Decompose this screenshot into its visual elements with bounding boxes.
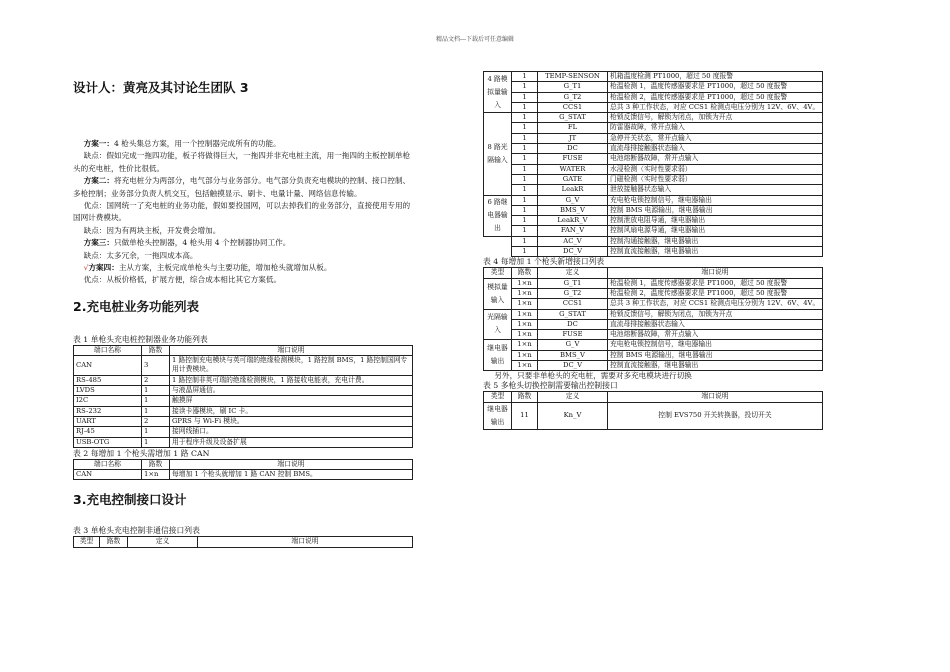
table-2-header: 端口说明 (170, 459, 413, 469)
table-row: 1 FAN_V 控制风扇电源导通，继电器输出 (484, 226, 823, 236)
table-row: 1 FL 防雷器故障，常开点输入 (484, 123, 823, 133)
table-row: 1×n BMS_V 控制 BMS 电源输出，继电器输出 (484, 350, 823, 360)
table-3-caption: 表 3 单枪头充电控制非通信接口列表 (73, 526, 200, 536)
table-2-header: 路数 (142, 459, 170, 469)
table-3-header: 定义 (128, 537, 198, 547)
table-row: 继电器输出 1×n G_V 充电枪电锁控制信号，继电器输出 (484, 340, 823, 350)
table-4-caption: 表 4 每增加 1 个枪头新增接口列表 (483, 257, 605, 267)
table-row: 1×n DC 直流母排接触器状态输入 (484, 319, 823, 329)
table-row: 模拟量输入 1×n G_T1 枪温检测 1，温度传感器要求是 PT1000，超过 50 度报警 (484, 278, 823, 288)
table-row: 1 G_T1 枪温检测 1，温度传感器要求是 PT1000，超过 50 度报警 (484, 82, 823, 92)
table-5-header: 路数 (512, 392, 538, 402)
plan-4: √方案四：主从方案，主板完成单枪头与主要功能，增加枪头就增加从板。 (83, 263, 332, 273)
group-label: 模拟量输入 (484, 278, 512, 309)
table-5-header: 类型 (484, 392, 512, 402)
table-row: 1 DC_V 控制直流接触器，继电器输出 (484, 247, 823, 257)
table-5-header: 端口说明 (608, 392, 823, 402)
table-row: 1 G_T2 枪温检测 2，温度传感器要求是 PT1000，超过 50 度报警 (484, 92, 823, 102)
table-row: 6 路继电器输出 1 G_V 充电枪电锁控制信号，继电器输出 (484, 195, 823, 205)
table-row: 1 AC_V 控制沟通接触器，继电器输出 (484, 236, 823, 246)
table-5-header: 定义 (538, 392, 608, 402)
table-row: 1×n DC_V 控制直流接触器，继电器输出 (484, 361, 823, 371)
plan-2: 方案二：将充电桩分为两部分，电气部分与业务部分。电气部分负责充电模块的控制、接口控制、多枪控制；业务部分负责人机交互，包括触摸显示、刷卡、电量计量、网络信息传输。 (73, 176, 411, 198)
page-header: 精品文档---下载后可任意编辑 (435, 36, 515, 43)
table-5-caption: 表 5 多枪头切换控制需要输出控制接口 (483, 381, 618, 391)
designer-heading: 设计人：黄亮及其讨论生团队 3 (73, 80, 249, 95)
table-row: I2C 1 触摸屏 (74, 396, 413, 406)
group-label: 光隔输入 (484, 309, 512, 340)
table-3-header-row (73, 536, 413, 547)
table-row: 1×n G_T2 枪温检测 2，温度传感器要求是 PT1000，超过 50 度报警 (484, 288, 823, 298)
table-2-header: 端口名称 (74, 459, 142, 469)
group-label: 6 路继电器输出 (484, 195, 512, 236)
table-4-header: 端口说明 (608, 268, 823, 278)
table-4-header: 类型 (484, 268, 512, 278)
left-column (73, 76, 413, 548)
table-3-header: 类型 (74, 537, 100, 547)
plan-1: 方案一：4 枪头集总方案，用一个控制器完成所有的功能。 (83, 139, 281, 148)
table-row: 1 GATE 门磁检测（实时性要求弱） (484, 174, 823, 184)
note-text: 另外，只要非单枪头的充电桩，需要对多充电模块进行切换 (494, 371, 692, 381)
plans-section (73, 138, 413, 287)
table-row: CAN 3 1 路控制充电模块与英可瑞的绝缘检测模块，1 路控制 BMS，1 路控制国网专用计费模块。 (74, 356, 413, 376)
table-4 (483, 267, 823, 371)
table-row: 1×n CCS1 总共 3 种工作状态，对应 CCS1 检测点电压分别为 12V、6V、4V。 (484, 299, 823, 309)
table-row: 1 WATER 水浸检测（实时性要求弱） (484, 164, 823, 174)
table-2 (73, 459, 413, 481)
table-row: 1 FUSE 电池熔断器故障，常开点输入 (484, 154, 823, 164)
table-row: 1 DC 直流母排接触器状态输入 (484, 144, 823, 154)
table-1-header: 路数 (142, 345, 170, 355)
table-1 (73, 345, 413, 448)
table-3-continued (483, 71, 823, 257)
group-label: 4 路模拟量输入 (484, 72, 512, 113)
table-row: 1 BMS_V 控制 BMS 电源输出，继电器输出 (484, 205, 823, 215)
table-1-caption: 表 1 单枪头充电桩控制器业务功能列表 (73, 334, 208, 344)
table-row: CAN 1×n 每增加 1 个枪头就增加 1 路 CAN 控制 BMS。 (74, 470, 413, 480)
table-4-header: 定义 (538, 268, 608, 278)
plan-2-cons: 缺点：因为有两块主板，开发费会增加。 (83, 225, 221, 235)
table-3-header: 路数 (100, 537, 128, 547)
table-row: 光隔输入 1×n G_STAT 枪锁反馈信号，解锁为闭点，加锁为开点 (484, 309, 823, 319)
table-row: UART 2 GPRS 与 Wi-Fi 模块。 (74, 416, 413, 426)
right-column (483, 71, 823, 430)
group-label: 继电器输出 (484, 340, 512, 371)
table-row: RJ-45 1 接网线插口。 (74, 427, 413, 437)
table-row: 4 路模拟量输入 1 TEMP-SENSON 机箱温度检测 PT1000，超过 50 度报警 (484, 72, 823, 82)
plan-3: 方案三：只做单枪头控制器，4 枪头用 4 个控制器协同工作。 (83, 238, 291, 248)
table-row: 1×n FUSE 电池熔断器故障，常开点输入 (484, 330, 823, 340)
checkmark-icon: √ (83, 263, 89, 273)
table-row: 1 JT 急停开关状态，常开点输入 (484, 133, 823, 143)
table-row: 8 路光隔输入 1 G_STAT 枪锁反馈信号，解锁为闭点，加锁为开点 (484, 113, 823, 123)
table-row: RS-232 1 接读卡器模块，刷 IC 卡。 (74, 406, 413, 416)
table-3-header: 端口说明 (198, 537, 413, 547)
table-row: LVDS 1 与液晶屏通信。 (74, 386, 413, 396)
table-2-caption: 表 2 每增加 1 个枪头需增加 1 路 CAN (73, 448, 210, 458)
plan-2-pros: 优点：国网统一了充电桩的业务功能，假如要投国网，可以去掉我们的业务部分，直接使用专用的国网计费模块。 (73, 201, 411, 223)
table-row: 1 LeakR 泄放接触器状态输入 (484, 185, 823, 195)
plan-1-cons: 缺点：假如完成一拖四功能，板子将做得巨大，一拖四并非充电桩主流，用一拖四的主板控制单枪头的充电桩，性价比很低。 (73, 151, 411, 173)
table-row: 继电器输出 11 Kn_V 控制 EVS750 开关转换器，投切开关 (484, 402, 823, 429)
table-4-header: 路数 (512, 268, 538, 278)
section-3-title: 3.充电控制接口设计 (73, 492, 187, 508)
table-row: 1 LeakR_V 控制泄放电阻导通，继电器输出 (484, 216, 823, 226)
table-1-header: 端口说明 (170, 345, 413, 355)
table-5 (483, 391, 823, 429)
plan-4-pros: 优点：从板价格低，扩展方便，综合成本相比其它方案低。 (83, 275, 282, 285)
section-2-title: 2.充电桩业务功能列表 (73, 298, 199, 314)
plan-3-cons: 缺点：太多冗余，一拖四成本高。 (83, 250, 198, 260)
table-row: USB-OTG 1 用于程序升级及设备扩展 (74, 437, 413, 447)
table-1-header: 端口名称 (74, 345, 142, 355)
table-row: RS-485 2 1 路控制非英可瑞的绝缘检测模块，1 路接收电能表，充电计费。 (74, 375, 413, 385)
table-row: 1 CCS1 总共 3 种工作状态，对应 CCS1 检测点电压分别为 12V、6V、4V。 (484, 102, 823, 112)
group-label: 8 路光隔输入 (484, 113, 512, 195)
